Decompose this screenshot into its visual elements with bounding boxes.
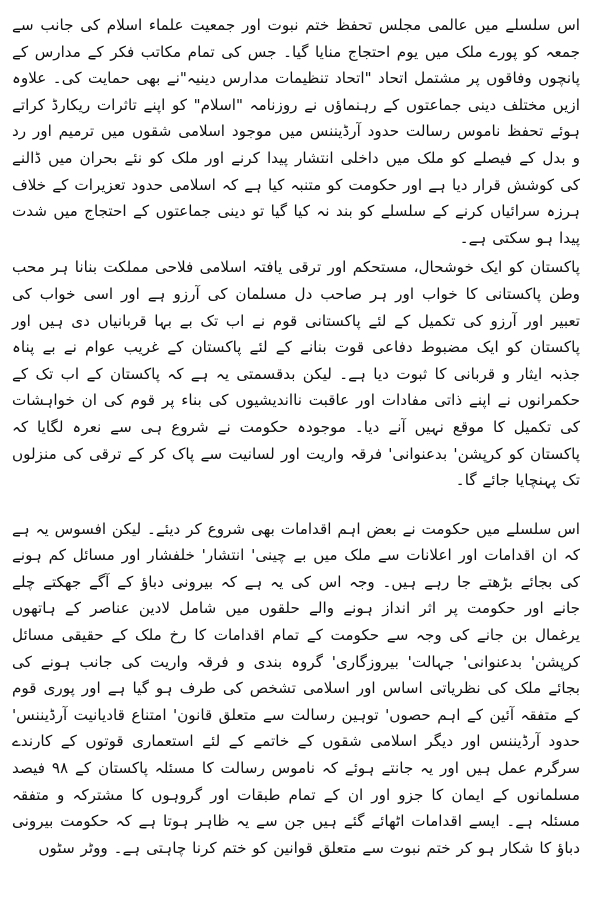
paragraph-pakistan-dream: پاکستان کو ایک خوشحال، مستحکم اور ترقی یافتہ اسلامی فلاحی مملکت بنانا ہر محب وطن پاکستانی کا خواب اور ہر صاحب دل مسلمان کی آرزو ہے اور اسی خواب کی تعبیر اور آرزو کی تکمیل کے لئے پاکستانی قوم نے اب تک بے بہا قربانیاں دی ہیں اور پاکستان کو ایک مضبوط دفاعی قوت بنانے کے لئے پاکستان کے غریب عوام نے بے پناہ جذبہ ایثار و قربانی کا ثبوت دیا ہے۔ لیکن بدقسمتی یہ ہے کہ پاکستان کے اب تک کے حکمرانوں نے اپنے ذاتی مفادات اور عاقبت نااندیشیوں کی بناء پر قوم کی ان خواہشات کی تکمیل کا موقع نہیں آنے دیا۔ موجودہ حکومت نے شروع ہی سے نعرہ لگایا کہ پاکستان کو کرپشن' بدعنوانی' فرقہ واریت اور لسانیت سے پاک کر کے ترقی کی منزلوں تک پہنچایا جائے گا۔ — [12, 258, 580, 490]
paragraph-protest-day: اس سلسلے میں عالمی مجلس تحفظ ختم نبوت اور جمعیت علماء اسلام کی جانب سے جمعہ کو پورے ملک میں یوم احتجاج منایا گیا۔ جس کی تمام مکاتب فکر کے مدارس کے پانچوں وفاقوں پر مشتمل اتحاد "اتحاد تنظیمات مدارس دینیہ"نے بھی حمایت کی۔ علاوہ ازیں مختلف دینی جماعتوں کے رہنماؤں نے روزنامہ "اسلام" کو اپنے تاثرات ریکارڈ کراتے ہوئے تحفظ ناموس رسالت حدود آرڈیننس میں موجود اسلامی شقوں میں ترمیم اور رد و بدل کے فیصلے کو ملک میں داخلی انتشار پیدا کرنے اور ملک کو نئے بحران میں ڈالنے کی کوشش قرار دیا ہے اور حکومت کو متنبہ کیا ہے کہ اسلامی حدود تعزیرات کے خلاف ہرزہ سرائیاں کرنے کے سلسلے کو بند نہ کیا گیا تو دینی جماعتوں کے احتجاج میں شدت پیدا ہو سکتی ہے۔ — [12, 16, 580, 247]
paragraph-government-measures: اس سلسلے میں حکومت نے بعض اہم اقدامات بھی شروع کر دیئے۔ لیکن افسوس یہ ہے کہ ان اقدامات اور اعلانات سے ملک میں بے چینی' انتشار' خلفشار اور مسائل کم ہونے کی بجائے بڑھتے جا رہے ہیں۔ وجہ اس کی یہ ہے کہ بیرونی دباؤ کے آگے جھکتے چلے جانے اور حکومت پر اثر انداز ہونے والے حلقوں میں شامل لادین عناصر کے ہاتھوں یرغمال بن جانے کی وجہ سے حکومت کے تمام اقدامات کا رخ ملک کے حقیقی مسائل کرپشن' بدعنوانی' جہالت' بیروزگاری' گروہ بندی و فرقہ واریت کی جانب ہونے کی بجائے ملک کی نظریاتی اساس اور اسلامی تشخص کی طرف ہو گیا ہے اور پوری قوم کے متفقہ آئین کے اہم حصوں' توہین رسالت سے متعلق قانون' امتناع قادیانیت آرڈیننس' حدود آرڈیننس اور دیگر اسلامی شقوں کے خاتمے کے لئے استعماری قوتوں کے کارندے سرگرم عمل ہیں اور یہ جانتے ہوئے کہ ناموس رسالت کا مسئلہ پاکستان کے ۹۸ فیصد مسلمانوں کے ایمان کا جزو اور ان کے تمام طبقات اور گروہوں کا مشترکہ و متفقہ مسئلہ ہے۔ ایسے اقدامات اٹھائے گئے ہیں جن سے یہ ظاہر ہوتا ہے کہ حکومت بیرونی دباؤ کا شکار ہو کر ختم نبوت سے متعلق قوانین کو ختم کرنا چاہتی ہے۔ ووٹر سٹوں — [12, 519, 580, 857]
